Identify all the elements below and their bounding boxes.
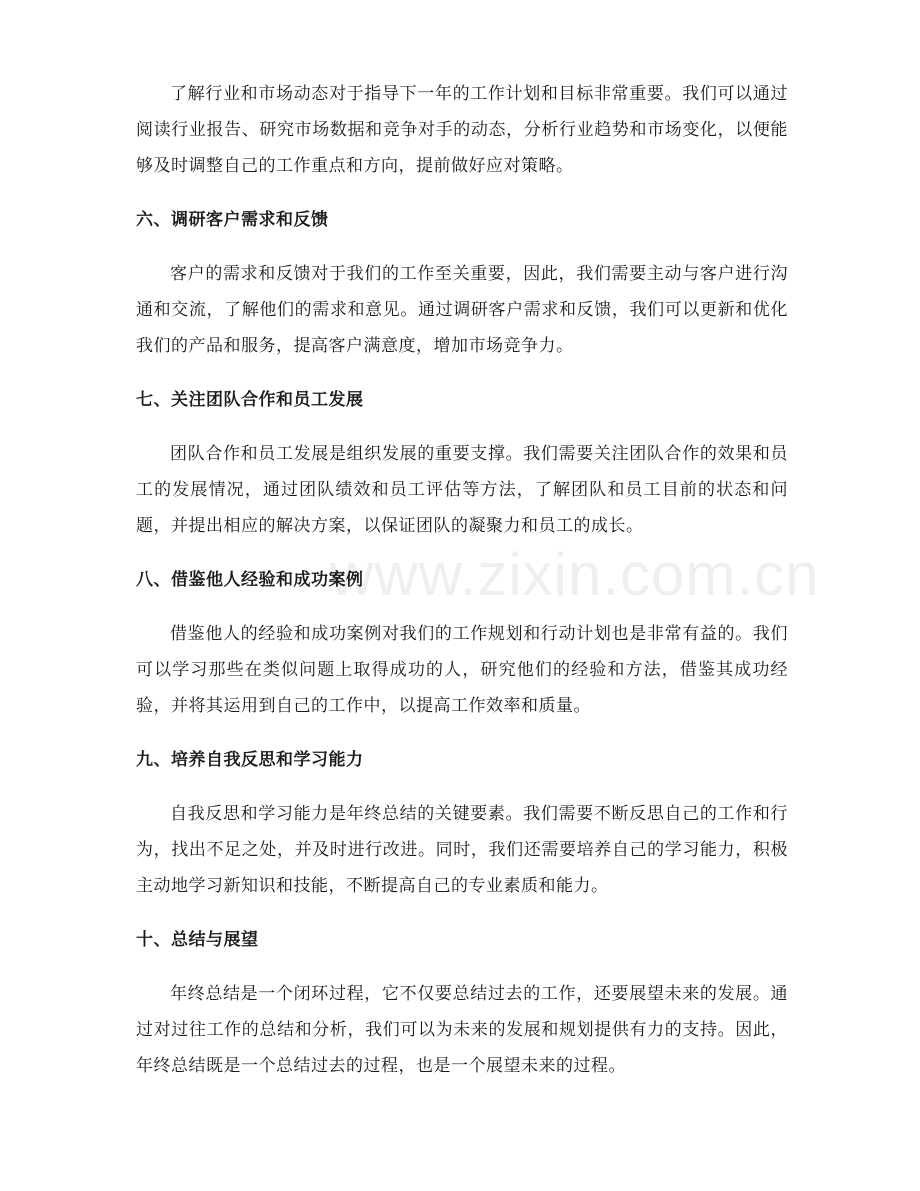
intro-paragraph: 了解行业和市场动态对于指导下一年的工作计划和目标非常重要。我们可以通过阅读行业报告、研究市场数据和竞争对手的动态，分析行业趋势和市场变化，以便能够及时调整自己的工作重点和方向，提前做好应对策略。 <box>136 84 788 176</box>
section-heading-10: 十、总结与展望 <box>136 930 259 950</box>
section-body-6: 客户的需求和反馈对于我们的工作至关重要，因此，我们需要主动与客户进行沟通和交流，了解他们的需求和意见。通过调研客户需求和反馈，我们可以更新和优化我们的产品和服务，提高客户满意度，增加市场竞争力。 <box>136 264 788 356</box>
section-body-10: 年终总结是一个闭环过程，它不仅要总结过去的工作，还要展望未来的发展。通过对过往工作的总结和分析，我们可以为未来的发展和规划提供有力的支持。因此，年终总结既是一个总结过去的过程，也是一个展望未来的过程。 <box>136 984 788 1076</box>
section-heading-6: 六、调研客户需求和反馈 <box>136 210 329 230</box>
section-body-7: 团队合作和员工发展是组织发展的重要支撑。我们需要关注团队合作的效果和员工的发展情况，通过团队绩效和员工评估等方法，了解团队和员工目前的状态和问题，并提出相应的解决方案，以保证团队的凝聚力和员工的成长。 <box>136 444 788 536</box>
section-heading-8: 八、借鉴他人经验和成功案例 <box>136 570 364 590</box>
section-heading-9: 九、培养自我反思和学习能力 <box>136 750 364 770</box>
section-body-8: 借鉴他人的经验和成功案例对我们的工作规划和行动计划也是非常有益的。我们可以学习那些在类似问题上取得成功的人，研究他们的经验和方法，借鉴其成功经验，并将其运用到自己的工作中，以提高工作效率和质量。 <box>136 624 788 716</box>
section-heading-7: 七、关注团队合作和员工发展 <box>136 390 364 410</box>
watermark: www.zixin.com.cn <box>330 541 820 608</box>
section-body-9: 自我反思和学习能力是年终总结的关键要素。我们需要不断反思自己的工作和行为，找出不足之处，并及时进行改进。同时，我们还需要培养自己的学习能力，积极主动地学习新知识和技能，不断提高自己的专业素质和能力。 <box>136 804 788 896</box>
